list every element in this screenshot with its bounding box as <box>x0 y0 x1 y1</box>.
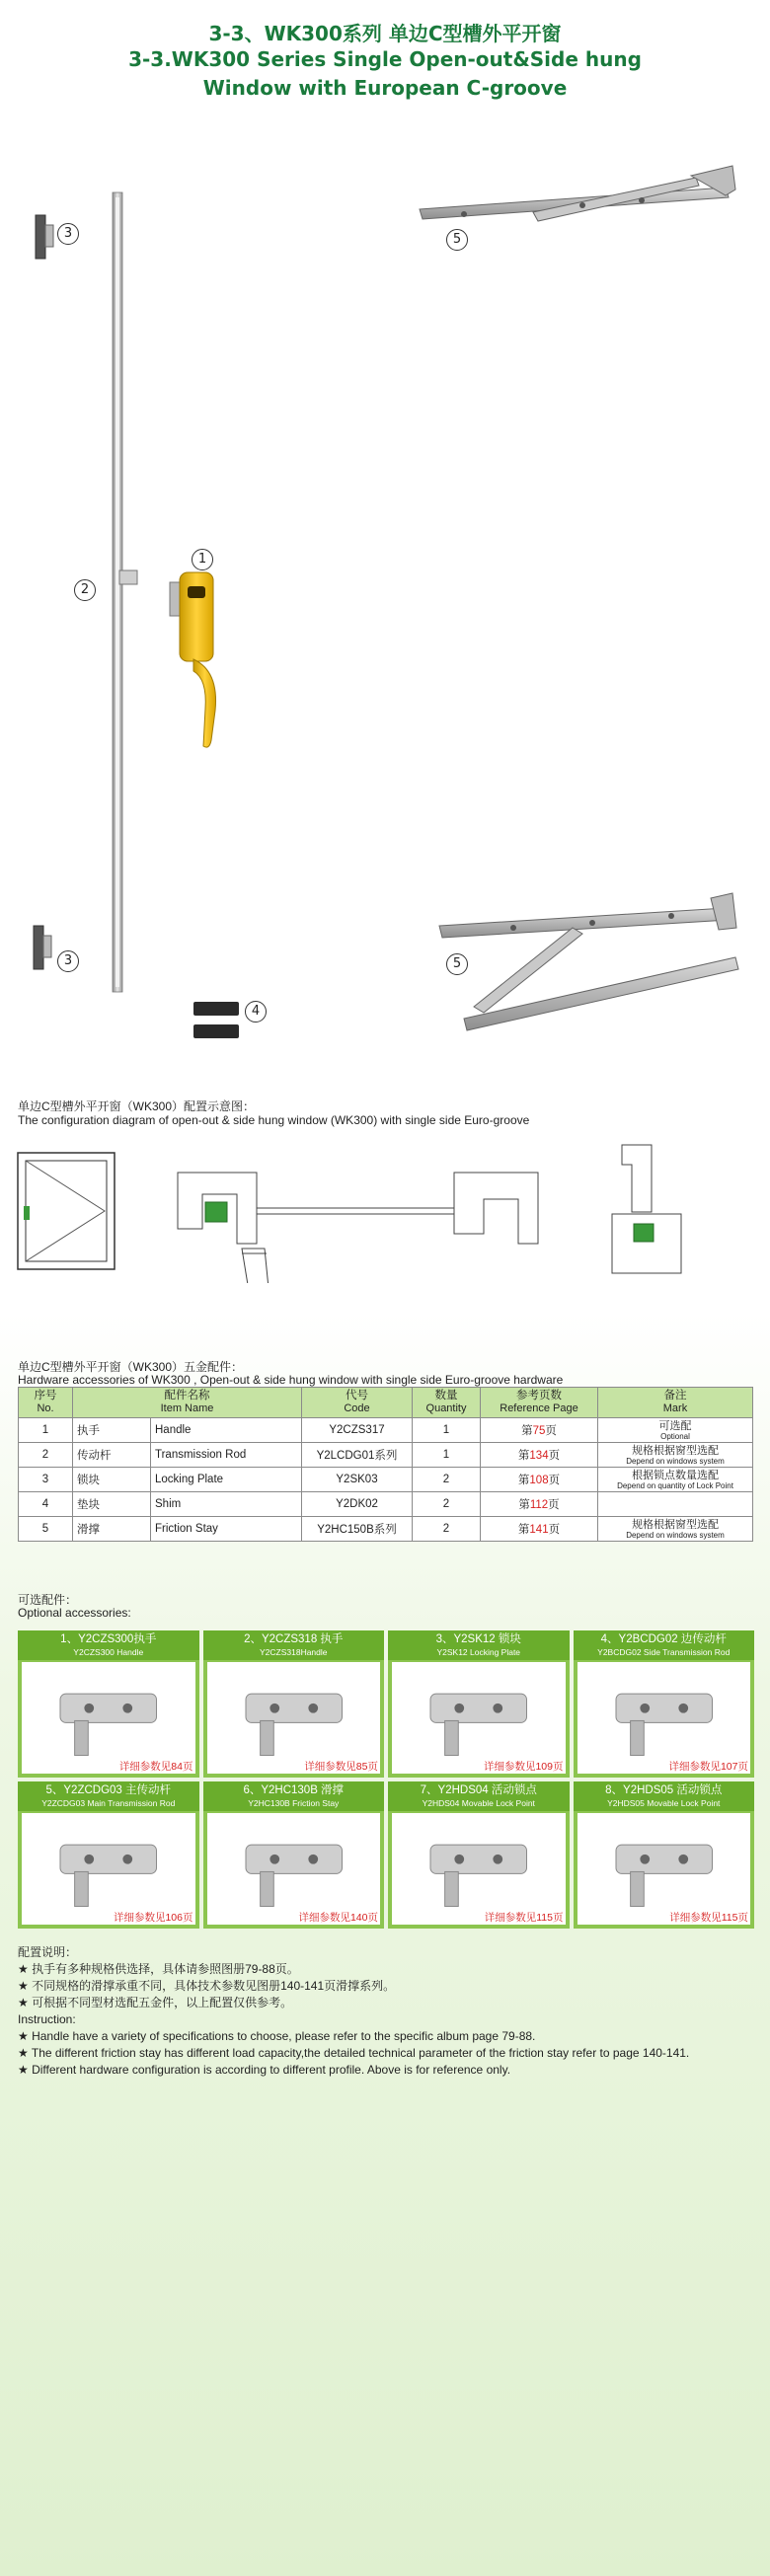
notes-cn-3: ★ 可根据不同型材选配五金件，以上配置仅供参考。 <box>18 1996 293 2009</box>
accessory-ref: 详细参数见106页 <box>113 1912 193 1924</box>
cell-item-en: Handle <box>151 1418 302 1443</box>
col-no: 序号 No. <box>19 1388 73 1418</box>
table-row <box>19 1418 753 1443</box>
shim-bottom <box>193 1024 239 1038</box>
col-item: 配件名称 Item Name <box>73 1388 302 1418</box>
accessory-image <box>207 1662 381 1774</box>
hardware-table <box>18 1387 753 1542</box>
friction-stay-top <box>420 166 735 221</box>
shim-top <box>193 1002 239 1016</box>
friction-stay-bottom <box>439 893 738 1030</box>
accessory-name-cn: 7、Y2HDS04 活动锁点 <box>420 1784 537 1796</box>
page-title-en-line1: 3-3.WK300 Series Single Open-out&Side hung <box>128 47 642 71</box>
notes-cn-2: ★ 不同规格的滑撑承重不同，具体技术参数见图册140-141页滑撑系列。 <box>18 1979 396 1993</box>
accessory-ref: 详细参数见109页 <box>483 1761 564 1773</box>
accessory-name-cn: 3、Y2SK12 锁块 <box>435 1633 521 1645</box>
accessory-image <box>578 1662 751 1774</box>
accessory-name-cn: 5、Y2ZCDG03 主传动杆 <box>45 1784 172 1796</box>
cell-qty: 2 <box>413 1517 481 1542</box>
cell-mark: 规格根据窗型选配 Depend on windows system <box>598 1517 753 1542</box>
col-qty: 数量 Quantity <box>413 1388 481 1418</box>
accessory-image <box>392 1813 566 1925</box>
cell-item-en: Shim <box>151 1492 302 1517</box>
table-row <box>19 1517 753 1542</box>
accessory-ref: 详细参数见140页 <box>298 1912 378 1924</box>
accessory-card <box>388 1781 570 1929</box>
callout-3-bottom: 3 <box>57 950 79 972</box>
cell-no: 4 <box>19 1492 73 1517</box>
cell-no: 1 <box>19 1418 73 1443</box>
config-caption-cn: 单边C型槽外平开窗（WK300）配置示意图： <box>18 1099 256 1113</box>
cell-code: Y2HC150B系列 <box>302 1517 413 1542</box>
callout-4: 4 <box>245 1001 267 1023</box>
notes <box>18 1944 689 2079</box>
notes-cn-1: ★ 执手有多种规格供选择，具体请参照图册79-88页。 <box>18 1962 299 1976</box>
accessory-name-en: Y2HC130B Friction Stay <box>248 1798 340 1808</box>
optional-caption-cn: 可选配件： <box>18 1593 78 1607</box>
cell-item-cn: 传动杆 <box>73 1443 151 1468</box>
accessory-ref: 详细参数见84页 <box>118 1761 193 1773</box>
cell-mark: 根据锁点数量选配 Depend on quantity of Lock Point <box>598 1468 753 1492</box>
cell-no: 2 <box>19 1443 73 1468</box>
cell-ref: 第134页 <box>481 1443 598 1468</box>
cell-qty: 1 <box>413 1443 481 1468</box>
page-title-cn: 3-3、WK300系列 单边C型槽外平开窗 <box>208 22 562 45</box>
accessory-name-en: Y2HDS05 Movable Lock Point <box>607 1798 721 1808</box>
hardware-caption-cn: 单边C型槽外平开窗（WK300）五金配件： <box>18 1360 244 1374</box>
cell-ref: 第141页 <box>481 1517 598 1542</box>
accessory-image <box>392 1662 566 1774</box>
cell-ref: 第75页 <box>481 1418 598 1443</box>
table-row <box>19 1443 753 1468</box>
accessory-name-cn: 1、Y2CZS300执手 <box>60 1633 157 1645</box>
cell-code: Y2SK03 <box>302 1468 413 1492</box>
hardware-caption-en: Hardware accessories of WK300 , Open-out & side hung window with single side Euro-groove hardware <box>18 1373 564 1387</box>
table-row <box>19 1492 753 1517</box>
cell-mark: 可选配 Optional <box>598 1418 753 1443</box>
accessory-image <box>22 1813 195 1925</box>
cell-item-en: Friction Stay <box>151 1517 302 1542</box>
callout-5-bottom: 5 <box>446 953 468 975</box>
optional-caption-en: Optional accessories: <box>18 1606 131 1620</box>
accessory-card <box>388 1630 570 1778</box>
cell-ref: 第112页 <box>481 1492 598 1517</box>
cell-item-cn: 执手 <box>73 1418 151 1443</box>
accessory-card <box>574 1781 755 1929</box>
col-code: 代号 Code <box>302 1388 413 1418</box>
notes-title-en: Instruction: <box>18 2012 76 2026</box>
cell-code: Y2DK02 <box>302 1492 413 1517</box>
accessory-image <box>578 1813 751 1925</box>
cell-no: 5 <box>19 1517 73 1542</box>
accessory-name-en: Y2CZS300 Handle <box>73 1647 144 1657</box>
table-row <box>19 1468 753 1492</box>
cell-no: 3 <box>19 1468 73 1492</box>
accessory-image <box>22 1662 195 1774</box>
accessory-card <box>574 1630 755 1778</box>
cell-mark <box>598 1492 753 1517</box>
accessory-name-cn: 4、Y2BCDG02 边传动杆 <box>600 1633 727 1645</box>
product-illustration <box>0 118 770 1056</box>
cell-ref: 第108页 <box>481 1468 598 1492</box>
notes-en-1: ★ Handle have a variety of specifications to choose, please refer to the specific album page 79-88. <box>18 2029 536 2043</box>
cell-item-cn: 滑撑 <box>73 1517 151 1542</box>
accessory-name-cn: 6、Y2HC130B 滑撑 <box>243 1784 345 1796</box>
cell-mark: 规格根据窗型选配 Depend on windows system <box>598 1443 753 1468</box>
optional-accessories-grid <box>18 1630 754 1929</box>
locking-plate-top <box>36 215 45 259</box>
accessory-image <box>207 1813 381 1925</box>
accessory-ref: 详细参数见107页 <box>668 1761 748 1773</box>
accessory-card <box>203 1781 385 1929</box>
accessory-name-cn: 2、Y2CZS318 执手 <box>244 1633 344 1645</box>
configuration-diagram <box>0 1125 770 1283</box>
cell-item-en: Transmission Rod <box>151 1443 302 1468</box>
cell-code: Y2LCDG01系列 <box>302 1443 413 1468</box>
accessory-card <box>18 1630 199 1778</box>
notes-en-3: ★ Different hardware configuration is according to different profile. Above is for reference only. <box>18 2063 511 2077</box>
col-mark: 备注 Mark <box>598 1388 753 1418</box>
cell-qty: 1 <box>413 1418 481 1443</box>
accessory-name-cn: 8、Y2HDS05 活动锁点 <box>605 1784 723 1796</box>
accessory-name-en: Y2CZS318Handle <box>259 1647 328 1657</box>
accessory-ref: 详细参数见85页 <box>304 1761 378 1773</box>
accessory-ref: 详细参数见115页 <box>484 1912 564 1924</box>
accessory-name-en: Y2SK12 Locking Plate <box>436 1647 521 1657</box>
callout-5-top: 5 <box>446 229 468 251</box>
notes-en-2: ★ The different friction stay has different load capacity,the detailed technical parameter of the friction stay refer to page 140-141. <box>18 2046 690 2060</box>
col-ref: 参考页数 Reference Page <box>481 1388 598 1418</box>
cell-item-en: Locking Plate <box>151 1468 302 1492</box>
accessory-name-en: Y2ZCDG03 Main Transmission Rod <box>41 1798 176 1808</box>
cell-code: Y2CZS317 <box>302 1418 413 1443</box>
callout-1: 1 <box>192 549 213 570</box>
callout-3-top: 3 <box>57 223 79 245</box>
cell-qty: 2 <box>413 1492 481 1517</box>
handle-illustration <box>170 572 216 747</box>
page-title-en-line2: Window with European C-groove <box>202 76 568 100</box>
accessory-name-en: Y2HDS04 Movable Lock Point <box>422 1798 535 1808</box>
cell-item-cn: 垫块 <box>73 1492 151 1517</box>
locking-plate-bottom <box>34 926 43 969</box>
notes-title-cn: 配置说明： <box>18 1945 78 1959</box>
cell-qty: 2 <box>413 1468 481 1492</box>
callout-2: 2 <box>74 579 96 601</box>
accessory-card <box>18 1781 199 1929</box>
accessory-ref: 详细参数见115页 <box>669 1912 748 1924</box>
config-caption-en: The configuration diagram of open-out & side hung window (WK300) with single side Euro-groove <box>18 1113 530 1127</box>
accessory-card <box>203 1630 385 1778</box>
accessory-name-en: Y2BCDG02 Side Transmission Rod <box>597 1647 731 1657</box>
cell-item-cn: 锁块 <box>73 1468 151 1492</box>
